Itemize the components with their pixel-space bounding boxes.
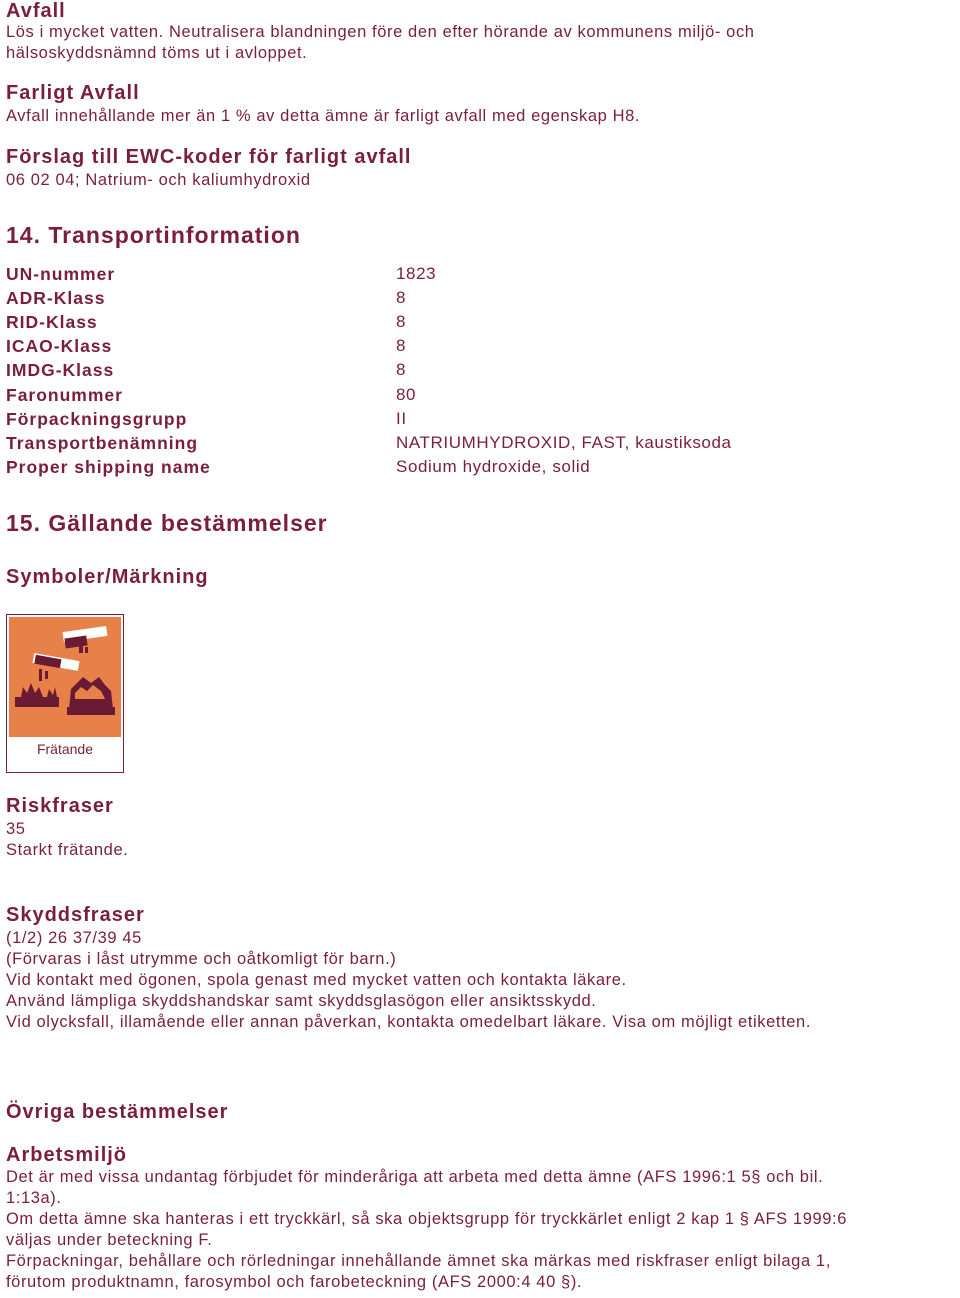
- regulations-heading: 15. Gällande bestämmelser: [6, 510, 328, 536]
- text-line: Vid olycksfall, illamående eller annan påverkan, kontakta omedelbart läkare. Visa om möjligt etiketten.: [6, 1013, 812, 1031]
- transport-label: RID-Klass: [6, 312, 98, 332]
- text-line: (Förvaras i låst utrymme och oåtkomligt för barn.): [6, 950, 397, 968]
- riskfraser-text: [6, 819, 128, 861]
- transport-label: Faronummer: [6, 385, 123, 405]
- avfall-heading: Avfall: [6, 0, 66, 22]
- arbetsmiljo-text: [6, 1167, 847, 1293]
- transport-value: 8: [396, 336, 407, 355]
- transport-value: 1823: [396, 264, 437, 283]
- arbetsmiljo-heading: Arbetsmiljö: [6, 1144, 128, 1166]
- farligt-avfall-text: Avfall innehållande mer än 1 % av detta ämne är farligt avfall med egenskap H8.: [6, 107, 641, 125]
- transport-row: [6, 457, 946, 481]
- transport-label: Transportbenämning: [6, 433, 199, 453]
- transport-value: 8: [396, 312, 407, 331]
- transport-value: NATRIUMHYDROXID, FAST, kaustiksoda: [396, 433, 732, 452]
- text-line: (1/2) 26 37/39 45: [6, 929, 142, 947]
- symbols-heading: Symboler/Märkning: [6, 566, 209, 588]
- transport-heading: 14. Transportinformation: [6, 222, 301, 248]
- avfall-text: [6, 22, 755, 64]
- ewc-text: 06 02 04; Natrium- och kaliumhydroxid: [6, 171, 311, 189]
- transport-label: IMDG-Klass: [6, 360, 115, 380]
- transport-value: 8: [396, 288, 407, 307]
- ewc-heading: Förslag till EWC-koder för farligt avfall: [6, 146, 412, 168]
- transport-value: 80: [396, 385, 417, 404]
- ovriga-heading: Övriga bestämmelser: [6, 1101, 229, 1123]
- transport-label: UN-nummer: [6, 264, 116, 284]
- hazard-symbol: [6, 614, 124, 773]
- corrosive-icon: [9, 617, 121, 737]
- transport-value: Sodium hydroxide, solid: [396, 457, 591, 476]
- transport-row: [6, 385, 946, 409]
- transport-row: [6, 409, 946, 433]
- text-line: 1:13a).: [6, 1189, 62, 1207]
- text-line: Använd lämpliga skyddshandskar samt skyddsglasögon eller ansiktsskydd.: [6, 992, 597, 1010]
- text-line: Vid kontakt med ögonen, spola genast med mycket vatten och kontakta läkare.: [6, 971, 627, 989]
- transport-value: 8: [396, 360, 407, 379]
- transport-label: ADR-Klass: [6, 288, 106, 308]
- text-line: Förpackningar, behållare och rörledningar innehållande ämnet ska märkas med riskfraser enligt bilaga 1,: [6, 1252, 831, 1270]
- skyddsfraser-heading: Skyddsfraser: [6, 904, 145, 926]
- symbol-label: Frätande: [36, 741, 94, 757]
- text-line: hälsoskyddsnämnd töms ut i avloppet.: [6, 44, 308, 62]
- transport-row: [6, 288, 946, 312]
- farligt-avfall-heading: Farligt Avfall: [6, 82, 140, 104]
- transport-label: Proper shipping name: [6, 457, 211, 477]
- transport-row: [6, 433, 946, 457]
- text-line: väljas under beteckning F.: [6, 1231, 213, 1249]
- text-line: 35: [6, 820, 26, 838]
- skyddsfraser-text: [6, 928, 811, 1033]
- transport-row: [6, 360, 946, 384]
- transport-label: Förpackningsgrupp: [6, 409, 188, 429]
- text-line: Starkt frätande.: [6, 841, 129, 859]
- riskfraser-heading: Riskfraser: [6, 795, 114, 817]
- text-line: Det är med vissa undantag förbjudet för minderåriga att arbeta med detta ämne (AFS 1996:1 5§ och bil.: [6, 1168, 824, 1186]
- transport-label: ICAO-Klass: [6, 336, 113, 356]
- text-line: Lös i mycket vatten. Neutralisera blandningen före den efter hörande av kommunens miljö- och: [6, 23, 755, 41]
- text-line: förutom produktnamn, farosymbol och farobeteckning (AFS 2000:4 40 §).: [6, 1273, 583, 1291]
- text-line: Om detta ämne ska hanteras i ett tryckkärl, så ska objektsgrupp för tryckkärlet enligt 2 kap 1 § AFS 1999:6: [6, 1210, 847, 1228]
- transport-row: [6, 312, 946, 336]
- transport-row: [6, 336, 946, 360]
- transport-row: [6, 264, 946, 288]
- transport-value: II: [396, 409, 407, 428]
